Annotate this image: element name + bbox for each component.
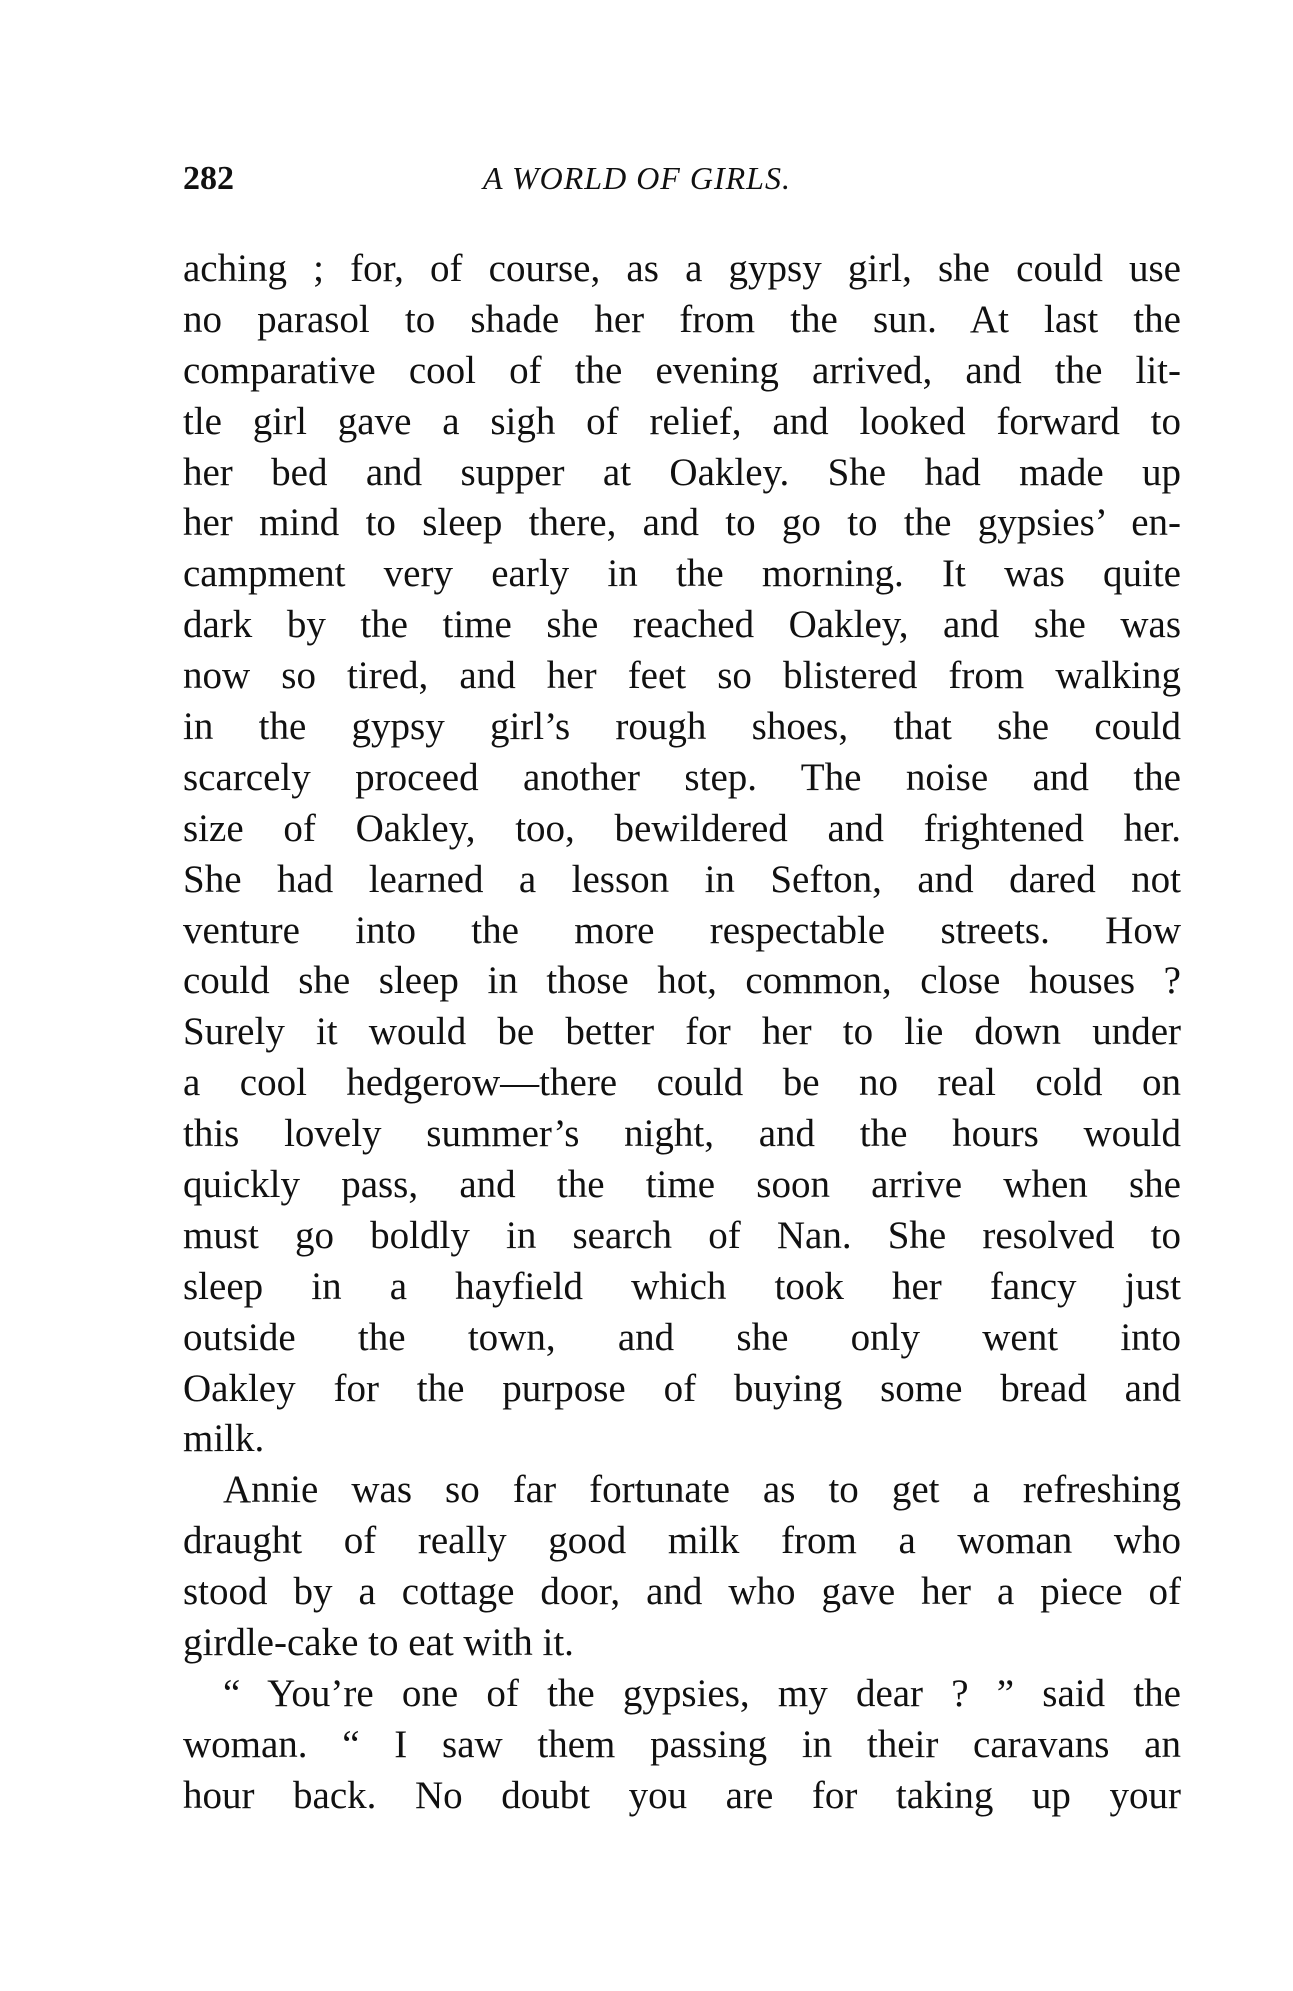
text-line: her bed and supper at Oakley. She had made up bbox=[183, 450, 1181, 494]
text-line: scarcely proceed another step. The noise and the bbox=[183, 755, 1181, 799]
text-line: woman. “ I saw them passing in their caravans an bbox=[183, 1722, 1181, 1766]
page-number: 282 bbox=[183, 160, 234, 197]
text-line: now so tired, and her feet so blistered from walking bbox=[183, 654, 1181, 698]
text-line: comparative cool of the evening arrived, and the lit- bbox=[183, 348, 1181, 392]
text-line: quickly pass, and the time soon arrive when she bbox=[183, 1163, 1181, 1207]
text-line: must go boldly in search of Nan. She resolved to bbox=[183, 1213, 1181, 1257]
running-title: A WORLD OF GIRLS. bbox=[483, 160, 791, 196]
text-line: in the gypsy girl’s rough shoes, that she could bbox=[183, 705, 1181, 749]
text-line: girdle-cake to eat with it. bbox=[183, 1621, 574, 1665]
text-line: her mind to sleep there, and to go to the gypsies’ en- bbox=[183, 501, 1181, 545]
text-line: Annie was so far fortunate as to get a refreshing bbox=[223, 1468, 1181, 1512]
text-line: dark by the time she reached Oakley, and she was bbox=[183, 603, 1181, 647]
text-line: tle girl gave a sigh of relief, and looked forward to bbox=[183, 399, 1181, 443]
page-header bbox=[183, 160, 883, 210]
text-line: could she sleep in those hot, common, close houses ? bbox=[183, 959, 1181, 1003]
text-line: campment very early in the morning. It was quite bbox=[183, 552, 1181, 596]
body-text bbox=[183, 244, 1181, 1822]
text-line: aching ; for, of course, as a gypsy girl, she could use bbox=[183, 247, 1181, 290]
text-line: stood by a cottage door, and who gave her a piece of bbox=[183, 1570, 1181, 1614]
text-line: size of Oakley, too, bewildered and frightened her. bbox=[183, 806, 1181, 850]
text-line: “ You’re one of the gypsies, my dear ? ” said the bbox=[223, 1671, 1181, 1715]
text-line: draught of really good milk from a woman who bbox=[183, 1519, 1181, 1563]
text-line: Surely it would be better for her to lie down under bbox=[183, 1010, 1181, 1054]
text-line: hour back. No doubt you are for taking up your bbox=[183, 1773, 1181, 1817]
text-line: milk. bbox=[183, 1417, 265, 1461]
text-line: outside the town, and she only went into bbox=[183, 1315, 1181, 1359]
text-line: a cool hedgerow—there could be no real cold on bbox=[183, 1061, 1181, 1105]
text-line: sleep in a hayfield which took her fancy just bbox=[183, 1264, 1181, 1308]
text-line: Oakley for the purpose of buying some bread and bbox=[183, 1366, 1181, 1410]
text-line: venture into the more respectable streets. How bbox=[183, 908, 1181, 952]
text-line: She had learned a lesson in Sefton, and dared not bbox=[183, 857, 1181, 901]
text-line: this lovely summer’s night, and the hours would bbox=[183, 1112, 1181, 1156]
text-line: no parasol to shade her from the sun. At last the bbox=[183, 297, 1181, 341]
